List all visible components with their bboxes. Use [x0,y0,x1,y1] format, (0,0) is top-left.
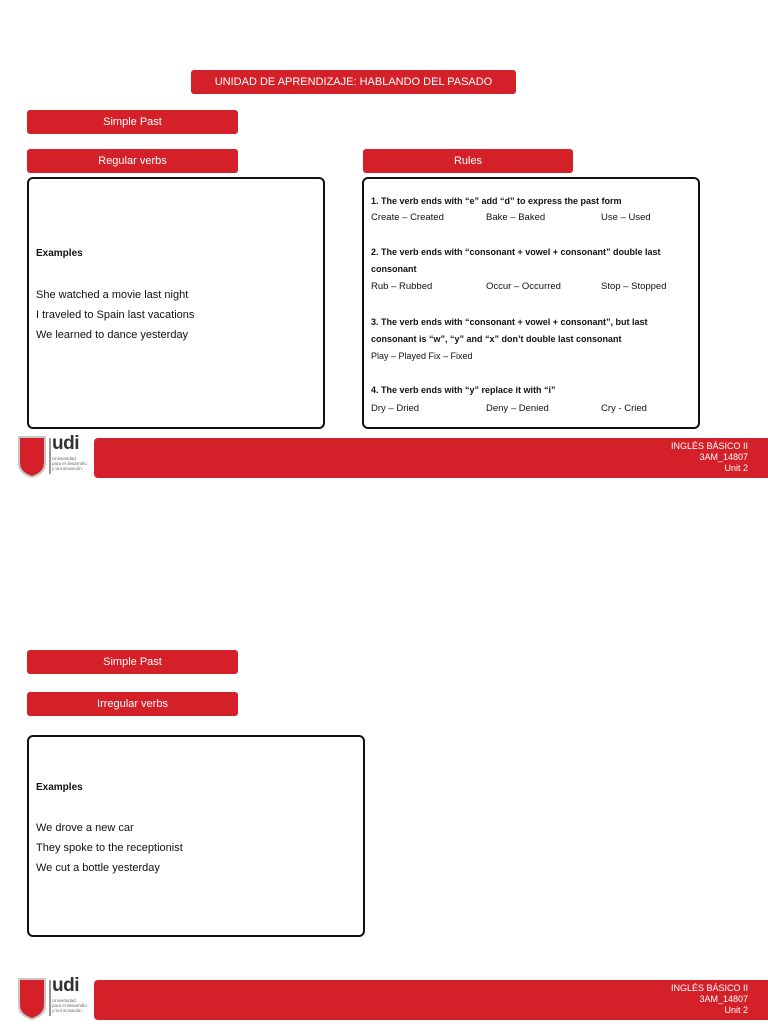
examples-heading: Examples [36,248,83,259]
rule-4-example: Dry – Dried [371,403,420,414]
logo-divider [49,980,51,1016]
rule-1-example: Create – Created [371,212,444,223]
examples-heading-2: Examples [36,782,83,793]
footer-unit: Unit 2 [724,1005,748,1015]
rule-4-heading: 4. The verb ends with “y” replace it with “i” [371,385,556,395]
regular-examples-box [27,177,325,429]
rule-3-example: Play – Played Fix – Fixed [371,351,473,361]
footer-course: INGLÉS BÁSICO II [670,441,748,451]
udi-logo-2 [18,975,88,1022]
rule-1-heading: 1. The verb ends with “e” add “d” to express the past form [371,196,622,206]
logo-subtitle: Universidad para el desarrollo y la innovación [52,456,87,471]
footer-code: 3AM_14807 [699,994,748,1004]
rules-box [362,177,700,429]
rule-2-heading-cont: consonant [371,264,417,274]
rules-label: Rules [363,149,573,173]
simple-past-label: Simple Past [27,110,238,134]
footer-code: 3AM_14807 [699,452,748,462]
rule-2-heading: 2. The verb ends with “consonant + vowel + consonant” double last [371,247,661,257]
rule-2-example: Stop – Stopped [601,281,667,292]
example-sentence: We learned to dance yesterday [36,329,189,341]
footer-bar-2 [94,980,768,1020]
logo-subtitle: Universidad para el desarrollo y la innovación [52,998,87,1013]
footer-unit: Unit 2 [724,463,748,473]
shield-icon [18,436,46,478]
simple-past-label-2: Simple Past [27,650,238,674]
regular-verbs-label: Regular verbs [27,149,238,173]
irregular-examples-box [27,735,365,937]
rule-4-example: Cry - Cried [601,403,647,414]
udi-logo [18,433,88,480]
example-sentence: We drove a new car [36,822,134,834]
rule-4-example: Deny – Denied [486,403,549,414]
example-sentence: She watched a movie last night [36,289,189,301]
rule-2-example: Rub – Rubbed [371,281,433,292]
unit-title-banner: UNIDAD DE APRENDIZAJE: HABLANDO DEL PASADO [191,70,516,94]
footer-course: INGLÉS BÁSICO II [670,983,748,993]
logo-wordmark: udi [52,433,79,454]
rule-3-heading-cont: consonant is “w”, “y” and “x” don’t double last consonant [371,334,622,344]
rule-3-heading: 3. The verb ends with “consonant + vowel + consonant”, but last [371,317,648,327]
shield-icon [18,978,46,1020]
rule-2-example: Occur – Occurred [486,281,561,292]
rule-1-example: Bake – Baked [486,212,546,223]
example-sentence: We cut a bottle yesterday [36,862,160,874]
example-sentence: I traveled to Spain last vacations [36,309,195,321]
rule-1-example: Use – Used [601,212,651,223]
footer-bar [94,438,768,478]
logo-wordmark: udi [52,975,79,996]
logo-divider [49,438,51,474]
irregular-verbs-label: Irregular verbs [27,692,238,716]
example-sentence: They spoke to the receptionist [36,842,183,854]
